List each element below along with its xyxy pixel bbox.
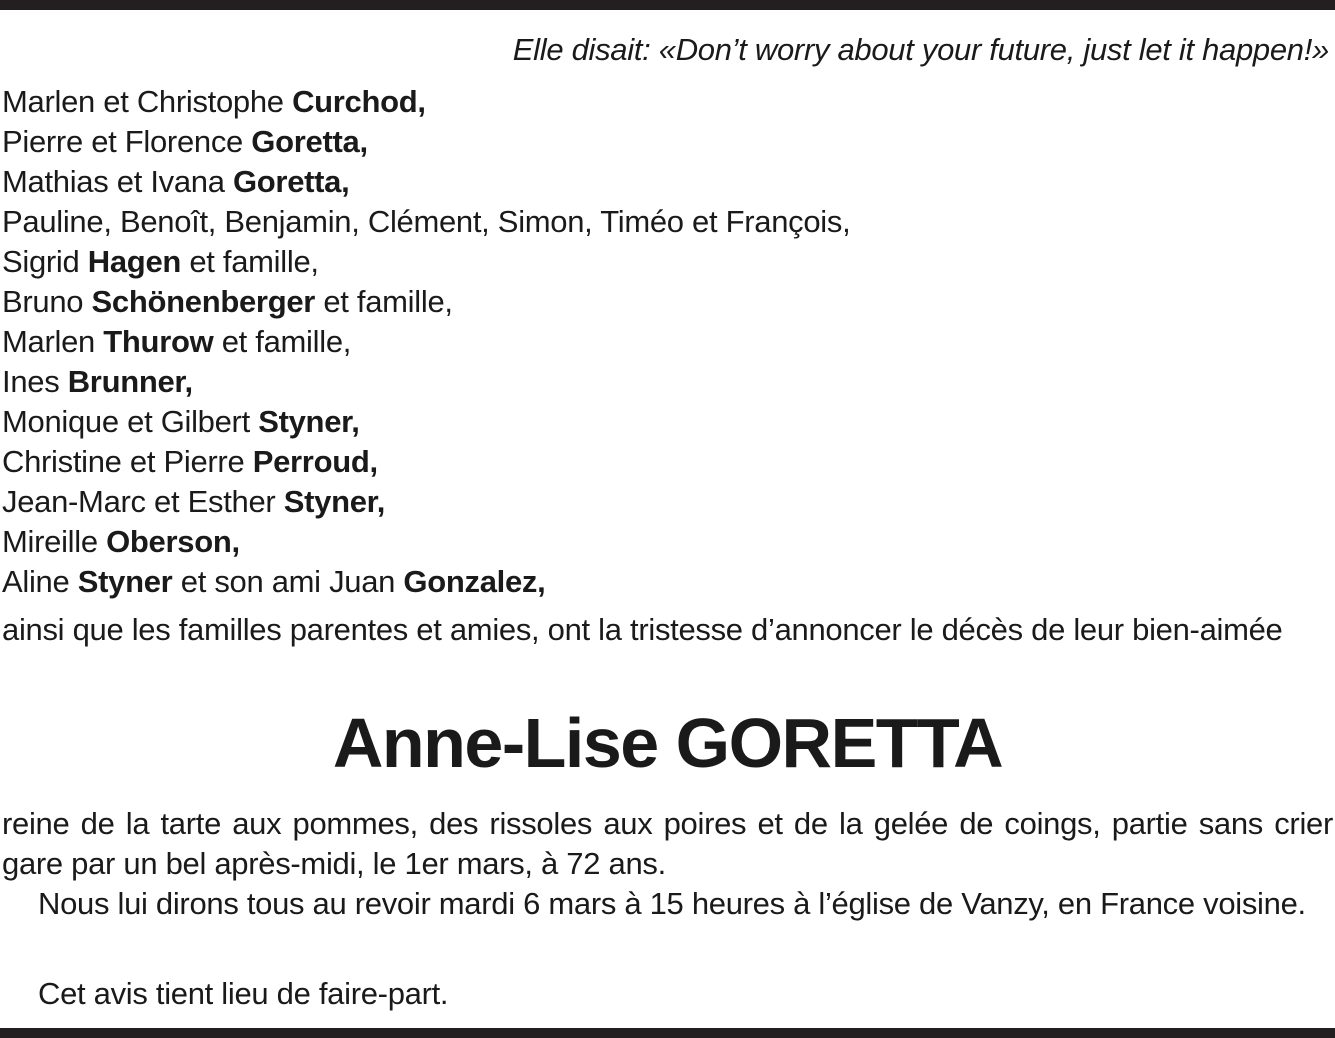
mourner-surname: Hagen — [87, 244, 182, 279]
top-border-rule — [0, 0, 1335, 10]
mourner-line — [2, 162, 850, 202]
description-text: reine de la tarte aux pommes, des rissoles aux poires et de la gelée de coings, partie sans crier gare par un bel après-midi, le 1er mars, à 72 ans. — [2, 806, 1333, 881]
mourner-line — [2, 522, 850, 562]
mourners-list — [2, 82, 850, 602]
mourner-given: Mireille — [2, 524, 107, 559]
mourner-given: Pauline, Benoît, Benjamin, Clément, Simon, Timéo et François, — [2, 204, 851, 239]
mourner-middle: et son ami Juan — [172, 564, 404, 599]
mourner-suffix: et famille, — [315, 284, 453, 319]
mourner-given: Monique et Gilbert — [2, 404, 259, 439]
mourner-given: Aline — [2, 564, 78, 599]
mourner-surname: Curchod, — [292, 84, 426, 119]
mourner-surname: Brunner, — [67, 364, 193, 399]
mourner-line — [2, 482, 850, 522]
mourner-surname: Oberson, — [106, 524, 240, 559]
mourner-surname: Styner, — [283, 484, 386, 519]
mourner-line — [2, 442, 850, 482]
mourner-given: Marlen et Christophe — [2, 84, 293, 119]
mourner-surname: Styner, — [258, 404, 360, 439]
mourner-surname: Perroud, — [252, 444, 378, 479]
mourner-surname: Goretta, — [251, 124, 368, 159]
mourner-line — [2, 242, 850, 282]
mourner-line — [2, 82, 850, 122]
deceased-name: Anne-Lise GORETTA — [332, 704, 1003, 782]
mourner-given: Sigrid — [2, 244, 88, 279]
announcement-text: ainsi que les familles parentes et amies, ont la tristesse d’annoncer le décès de leur bien-aimée — [2, 612, 1283, 647]
mourner-line — [2, 202, 850, 242]
mourner-line — [2, 282, 850, 322]
mourner-given: Mathias et Ivana — [2, 164, 233, 199]
mourner-given: Pierre et Florence — [2, 124, 252, 159]
epigraph-quote: Elle disait: «Don’t worry about your future, just let it happen!» — [512, 32, 1329, 67]
mourner-surname: Styner — [77, 564, 173, 599]
mourner-given: Jean-Marc et Esther — [2, 484, 284, 519]
mourner-given: Bruno — [2, 284, 92, 319]
mourner-surname: Thurow — [103, 324, 214, 359]
notice-text: Cet avis tient lieu de faire-part. — [38, 976, 449, 1011]
mourner-line — [2, 122, 850, 162]
mourner-given: Marlen — [2, 324, 104, 359]
mourner-line — [2, 322, 850, 362]
bottom-border-rule — [0, 1028, 1335, 1038]
mourner-suffix: et famille, — [213, 324, 352, 359]
mourner-suffix: et famille, — [181, 244, 319, 279]
mourner-given: Ines — [2, 364, 68, 399]
mourner-line-last — [2, 562, 850, 602]
mourner-given: Christine et Pierre — [2, 444, 253, 479]
mourner-surname-friend: Gonzalez, — [403, 564, 546, 599]
mourner-line — [2, 402, 850, 442]
mourner-surname: Schönenberger — [91, 284, 316, 319]
mourner-surname: Goretta, — [232, 164, 350, 199]
mourner-line — [2, 362, 850, 402]
ceremony-text: Nous lui dirons tous au revoir mardi 6 mars à 15 heures à l’église de Vanzy, en France voisine. — [38, 886, 1306, 921]
